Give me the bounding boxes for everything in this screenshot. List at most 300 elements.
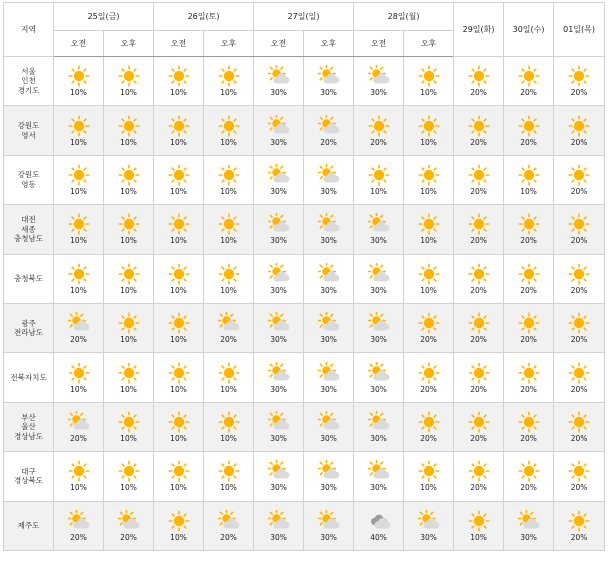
forecast-cell xyxy=(104,205,154,254)
sunny-icon xyxy=(218,411,240,433)
precipitation-percent: 20% xyxy=(520,335,537,345)
forecast-cell xyxy=(154,303,204,352)
precipitation-percent: 10% xyxy=(370,186,387,196)
partly-cloudy-icon xyxy=(368,213,390,235)
precipitation-percent: 10% xyxy=(220,285,237,295)
precipitation-percent: 10% xyxy=(420,137,437,147)
forecast-cell xyxy=(154,57,204,106)
forecast-cell xyxy=(154,501,204,550)
day-header: 30일(수) xyxy=(504,3,554,57)
forecast-cell xyxy=(204,501,254,550)
precipitation-percent: 20% xyxy=(470,285,487,295)
forecast-cell xyxy=(554,303,605,352)
forecast-cell xyxy=(154,155,204,204)
forecast-cell xyxy=(154,205,204,254)
table-row xyxy=(4,205,605,254)
day-header: 29일(화) xyxy=(454,3,504,57)
precipitation-percent: 20% xyxy=(470,483,487,493)
sunny-icon xyxy=(468,312,490,334)
precipitation-percent: 10% xyxy=(220,384,237,394)
partly-cloudy-icon xyxy=(368,362,390,384)
precipitation-percent: 30% xyxy=(320,532,337,542)
sunny-icon xyxy=(168,213,190,235)
precipitation-percent: 10% xyxy=(220,88,237,98)
precipitation-percent: 20% xyxy=(520,236,537,246)
sunny-icon xyxy=(568,411,590,433)
forecast-cell xyxy=(554,452,605,501)
sunny-icon xyxy=(218,460,240,482)
sunny-icon xyxy=(468,510,490,532)
forecast-cell xyxy=(354,353,404,402)
day-header: 27일(일) xyxy=(254,3,354,31)
precipitation-percent: 20% xyxy=(420,433,437,443)
forecast-cell xyxy=(304,205,354,254)
partly-cloudy-icon xyxy=(318,362,340,384)
partly-cloudy-icon xyxy=(368,411,390,433)
partly-cloudy-icon xyxy=(318,213,340,235)
forecast-cell xyxy=(104,501,154,550)
forecast-cell xyxy=(504,106,554,155)
forecast-cell xyxy=(404,303,454,352)
precipitation-percent: 30% xyxy=(320,285,337,295)
forecast-cell xyxy=(154,353,204,402)
forecast-cell xyxy=(454,452,504,501)
sunny-icon xyxy=(118,362,140,384)
forecast-cell xyxy=(454,155,504,204)
sunny-icon xyxy=(168,460,190,482)
sunny-icon xyxy=(68,362,90,384)
forecast-cell xyxy=(104,254,154,303)
precipitation-percent: 20% xyxy=(570,384,588,394)
sunny-icon xyxy=(468,263,490,285)
table-header xyxy=(4,3,605,57)
forecast-cell xyxy=(204,452,254,501)
sunny-icon xyxy=(518,115,540,137)
forecast-cell xyxy=(204,106,254,155)
forecast-cell xyxy=(304,353,354,402)
partly-cloudy-icon xyxy=(68,312,90,334)
partly-cloudy-icon xyxy=(268,115,290,137)
precipitation-percent: 10% xyxy=(70,236,87,246)
partly-cloudy-icon xyxy=(368,460,390,482)
partly-cloudy-icon xyxy=(368,312,390,334)
sunny-icon xyxy=(68,164,90,186)
precipitation-percent: 10% xyxy=(520,186,537,196)
forecast-cell xyxy=(554,254,605,303)
forecast-cell xyxy=(554,205,605,254)
forecast-cell xyxy=(104,452,154,501)
partly-cloudy-icon xyxy=(268,312,290,334)
forecast-cell xyxy=(354,501,404,550)
precipitation-percent: 10% xyxy=(170,433,187,443)
forecast-cell xyxy=(554,106,605,155)
sunny-icon xyxy=(68,115,90,137)
precipitation-percent: 30% xyxy=(320,236,337,246)
sunny-icon xyxy=(118,115,140,137)
sunny-icon xyxy=(68,65,90,87)
sunny-icon xyxy=(518,263,540,285)
forecast-cell xyxy=(304,155,354,204)
forecast-cell xyxy=(554,501,605,550)
partly-cloudy-icon xyxy=(268,263,290,285)
precipitation-percent: 20% xyxy=(570,483,588,493)
precipitation-percent: 10% xyxy=(70,483,87,493)
forecast-cell xyxy=(304,254,354,303)
partly-cloudy-icon xyxy=(68,510,90,532)
precipitation-percent: 30% xyxy=(270,236,287,246)
precipitation-percent: 20% xyxy=(470,137,487,147)
precipitation-percent: 30% xyxy=(320,88,337,98)
partly-cloudy-icon xyxy=(418,510,440,532)
forecast-cell xyxy=(504,155,554,204)
precipitation-percent: 10% xyxy=(120,384,137,394)
region-name: 제주도 xyxy=(4,501,54,550)
sunny-icon xyxy=(568,460,590,482)
sunny-icon xyxy=(68,263,90,285)
precipitation-percent: 30% xyxy=(370,236,387,246)
sunny-icon xyxy=(118,263,140,285)
forecast-cell xyxy=(304,452,354,501)
day-header: 26일(토) xyxy=(154,3,254,31)
partly-cloudy-icon xyxy=(518,510,540,532)
precipitation-percent: 20% xyxy=(470,236,487,246)
forecast-cell xyxy=(404,501,454,550)
forecast-cell xyxy=(404,155,454,204)
sunny-icon xyxy=(418,263,440,285)
sunny-icon xyxy=(468,164,490,186)
precipitation-percent: 30% xyxy=(270,532,287,542)
forecast-cell xyxy=(504,402,554,451)
forecast-cell xyxy=(254,155,304,204)
precipitation-percent: 20% xyxy=(420,384,437,394)
sunny-icon xyxy=(368,115,390,137)
precipitation-percent: 10% xyxy=(220,483,237,493)
partly-cloudy-icon xyxy=(68,411,90,433)
forecast-cell xyxy=(204,155,254,204)
partly-cloudy-icon xyxy=(118,510,140,532)
forecast-cell xyxy=(554,57,605,106)
sunny-icon xyxy=(418,460,440,482)
table-row xyxy=(4,303,605,352)
forecast-cell xyxy=(254,402,304,451)
precipitation-percent: 10% xyxy=(420,285,437,295)
forecast-cell xyxy=(304,57,354,106)
precipitation-percent: 10% xyxy=(420,88,437,98)
precipitation-percent: 20% xyxy=(570,236,588,246)
day-header: 01일(목) xyxy=(554,3,605,57)
region-name: 부산 울산 경상남도 xyxy=(4,402,54,451)
precipitation-percent: 30% xyxy=(270,384,287,394)
precipitation-percent: 10% xyxy=(420,483,437,493)
forecast-cell xyxy=(304,106,354,155)
precipitation-percent: 10% xyxy=(120,186,137,196)
precipitation-percent: 20% xyxy=(570,433,588,443)
precipitation-percent: 30% xyxy=(370,433,387,443)
forecast-cell xyxy=(304,501,354,550)
table-row xyxy=(4,501,605,550)
partly-cloudy-icon xyxy=(268,362,290,384)
precipitation-percent: 20% xyxy=(470,433,487,443)
sunny-icon xyxy=(418,115,440,137)
sunny-icon xyxy=(518,213,540,235)
sunny-icon xyxy=(468,115,490,137)
day-header: 28일(월) xyxy=(354,3,454,31)
table-row xyxy=(4,353,605,402)
partly-cloudy-icon xyxy=(318,312,340,334)
forecast-cell xyxy=(454,205,504,254)
precipitation-percent: 20% xyxy=(470,88,487,98)
forecast-cell xyxy=(454,501,504,550)
forecast-cell xyxy=(454,106,504,155)
precipitation-percent: 10% xyxy=(220,433,237,443)
partly-cloudy-icon xyxy=(318,263,340,285)
precipitation-percent: 30% xyxy=(370,483,387,493)
precipitation-percent: 20% xyxy=(520,384,537,394)
precipitation-percent: 10% xyxy=(170,186,187,196)
precipitation-percent: 30% xyxy=(320,335,337,345)
forecast-cell xyxy=(54,303,104,352)
region-name: 광주 전라남도 xyxy=(4,303,54,352)
forecast-cell xyxy=(254,57,304,106)
forecast-cell xyxy=(454,57,504,106)
forecast-cell xyxy=(54,402,104,451)
sunny-icon xyxy=(468,460,490,482)
sunny-icon xyxy=(168,411,190,433)
forecast-cell xyxy=(104,353,154,402)
forecast-cell xyxy=(404,452,454,501)
sunny-icon xyxy=(518,312,540,334)
precipitation-percent: 10% xyxy=(220,236,237,246)
precipitation-percent: 10% xyxy=(170,335,187,345)
sunny-icon xyxy=(118,411,140,433)
precipitation-percent: 30% xyxy=(270,433,287,443)
forecast-cell xyxy=(204,303,254,352)
precipitation-percent: 20% xyxy=(570,88,588,98)
sunny-icon xyxy=(168,65,190,87)
sunny-icon xyxy=(218,213,240,235)
precipitation-percent: 30% xyxy=(320,384,337,394)
precipitation-percent: 20% xyxy=(520,285,537,295)
sunny-icon xyxy=(468,411,490,433)
partly-cloudy-icon xyxy=(318,164,340,186)
precipitation-percent: 10% xyxy=(70,285,87,295)
precipitation-percent: 30% xyxy=(320,433,337,443)
table-row xyxy=(4,402,605,451)
sunny-icon xyxy=(118,213,140,235)
precipitation-percent: 30% xyxy=(520,532,537,542)
forecast-cell xyxy=(354,452,404,501)
partly-cloudy-icon xyxy=(268,460,290,482)
precipitation-percent: 20% xyxy=(570,335,588,345)
precipitation-percent: 10% xyxy=(420,186,437,196)
day-header: 25일(금) xyxy=(54,3,154,31)
precipitation-percent: 10% xyxy=(120,483,137,493)
sunny-icon xyxy=(68,213,90,235)
forecast-cell xyxy=(504,254,554,303)
pm-header: 오후 xyxy=(404,31,454,57)
sunny-icon xyxy=(568,362,590,384)
precipitation-percent: 10% xyxy=(470,532,487,542)
precipitation-percent: 10% xyxy=(170,483,187,493)
forecast-cell xyxy=(254,106,304,155)
sunny-icon xyxy=(418,164,440,186)
forecast-cell xyxy=(354,303,404,352)
precipitation-percent: 20% xyxy=(320,137,337,147)
partly-cloudy-icon xyxy=(318,65,340,87)
precipitation-percent: 30% xyxy=(270,137,287,147)
partly-cloudy-icon xyxy=(268,213,290,235)
precipitation-percent: 20% xyxy=(520,137,537,147)
sunny-icon xyxy=(518,460,540,482)
sunny-icon xyxy=(468,213,490,235)
forecast-cell xyxy=(54,254,104,303)
forecast-cell xyxy=(204,254,254,303)
precipitation-percent: 30% xyxy=(270,88,287,98)
sunny-icon xyxy=(168,263,190,285)
region-name: 대구 경상북도 xyxy=(4,452,54,501)
sunny-icon xyxy=(118,312,140,334)
precipitation-percent: 30% xyxy=(370,88,387,98)
forecast-cell xyxy=(354,155,404,204)
precipitation-percent: 40% xyxy=(370,532,387,542)
precipitation-percent: 30% xyxy=(420,532,437,542)
precipitation-percent: 20% xyxy=(420,335,437,345)
forecast-cell xyxy=(154,106,204,155)
sunny-icon xyxy=(68,460,90,482)
sunny-icon xyxy=(118,460,140,482)
table-row xyxy=(4,254,605,303)
sunny-icon xyxy=(118,164,140,186)
partly-cloudy-icon xyxy=(268,510,290,532)
precipitation-percent: 10% xyxy=(170,137,187,147)
forecast-cell xyxy=(104,57,154,106)
sunny-icon xyxy=(218,362,240,384)
region-header: 지역 xyxy=(4,3,54,57)
precipitation-percent: 20% xyxy=(70,532,87,542)
precipitation-percent: 10% xyxy=(170,532,187,542)
precipitation-percent: 10% xyxy=(70,384,87,394)
forecast-cell xyxy=(454,303,504,352)
partly-cloudy-icon xyxy=(268,164,290,186)
region-name: 강원도 영동 xyxy=(4,155,54,204)
precipitation-percent: 20% xyxy=(70,433,87,443)
sunny-icon xyxy=(468,65,490,87)
forecast-cell xyxy=(404,57,454,106)
precipitation-percent: 30% xyxy=(370,285,387,295)
forecast-cell xyxy=(504,353,554,402)
forecast-cell xyxy=(454,353,504,402)
forecast-cell xyxy=(404,254,454,303)
precipitation-percent: 10% xyxy=(220,137,237,147)
region-name: 전북자치도 xyxy=(4,353,54,402)
forecast-cell xyxy=(504,57,554,106)
region-name: 서울 인천 경기도 xyxy=(4,57,54,106)
precipitation-percent: 20% xyxy=(520,433,537,443)
sunny-icon xyxy=(568,213,590,235)
forecast-cell xyxy=(304,303,354,352)
precipitation-percent: 20% xyxy=(220,335,237,345)
forecast-cell xyxy=(154,254,204,303)
partly-cloudy-icon xyxy=(268,411,290,433)
sunny-icon xyxy=(468,362,490,384)
sunny-icon xyxy=(168,164,190,186)
precipitation-percent: 30% xyxy=(370,384,387,394)
precipitation-percent: 20% xyxy=(570,186,588,196)
precipitation-percent: 20% xyxy=(470,335,487,345)
table-row xyxy=(4,155,605,204)
forecast-cell xyxy=(54,452,104,501)
forecast-cell xyxy=(504,452,554,501)
forecast-cell xyxy=(554,155,605,204)
sunny-icon xyxy=(568,164,590,186)
precipitation-percent: 20% xyxy=(470,384,487,394)
forecast-cell xyxy=(354,254,404,303)
precipitation-percent: 10% xyxy=(170,285,187,295)
table-row xyxy=(4,106,605,155)
sunny-icon xyxy=(418,65,440,87)
am-header: 오전 xyxy=(354,31,404,57)
precipitation-percent: 20% xyxy=(520,88,537,98)
precipitation-percent: 10% xyxy=(170,88,187,98)
forecast-cell xyxy=(254,353,304,402)
cloudy-icon xyxy=(368,510,390,532)
forecast-cell xyxy=(454,254,504,303)
precipitation-percent: 30% xyxy=(320,186,337,196)
precipitation-percent: 30% xyxy=(270,186,287,196)
sunny-icon xyxy=(568,263,590,285)
sunny-icon xyxy=(418,312,440,334)
forecast-cell xyxy=(354,205,404,254)
forecast-cell xyxy=(254,205,304,254)
forecast-cell xyxy=(354,57,404,106)
precipitation-percent: 10% xyxy=(120,285,137,295)
precipitation-percent: 30% xyxy=(370,335,387,345)
forecast-cell xyxy=(204,57,254,106)
precipitation-percent: 10% xyxy=(120,88,137,98)
precipitation-percent: 30% xyxy=(320,483,337,493)
sunny-icon xyxy=(518,65,540,87)
precipitation-percent: 10% xyxy=(120,335,137,345)
table-row xyxy=(4,57,605,106)
forecast-cell xyxy=(354,402,404,451)
sunny-icon xyxy=(518,362,540,384)
pm-header: 오후 xyxy=(204,31,254,57)
sunny-icon xyxy=(418,362,440,384)
forecast-cell xyxy=(154,402,204,451)
partly-cloudy-icon xyxy=(318,411,340,433)
precipitation-percent: 30% xyxy=(270,483,287,493)
forecast-cell xyxy=(254,501,304,550)
forecast-cell xyxy=(104,155,154,204)
forecast-cell xyxy=(354,106,404,155)
sunny-icon xyxy=(418,411,440,433)
region-name: 대전 세종 충청남도 xyxy=(4,205,54,254)
forecast-cell xyxy=(104,303,154,352)
sunny-icon xyxy=(568,510,590,532)
sunny-icon xyxy=(518,411,540,433)
forecast-cell xyxy=(204,205,254,254)
precipitation-percent: 20% xyxy=(370,137,387,147)
table-row xyxy=(4,452,605,501)
precipitation-percent: 20% xyxy=(470,186,487,196)
sunny-icon xyxy=(368,164,390,186)
forecast-cell xyxy=(404,402,454,451)
sunny-icon xyxy=(418,213,440,235)
precipitation-percent: 10% xyxy=(120,236,137,246)
forecast-cell xyxy=(54,501,104,550)
partly-cloudy-icon xyxy=(218,510,240,532)
precipitation-percent: 20% xyxy=(120,532,137,542)
